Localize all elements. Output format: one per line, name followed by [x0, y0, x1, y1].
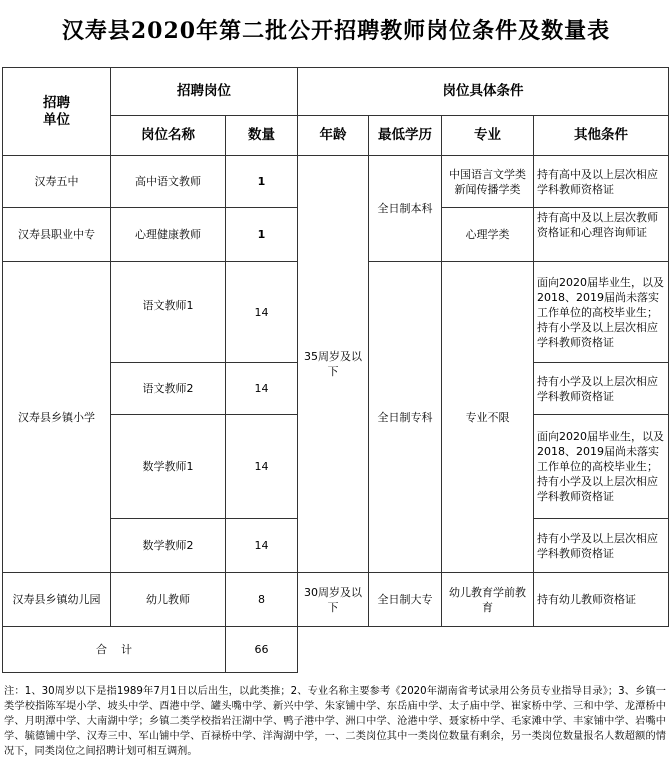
cell-count: 14: [226, 363, 298, 415]
cell-count: 1: [226, 156, 298, 208]
cell-age: 30周岁及以下: [298, 573, 369, 627]
cell-unit: 汉寿五中: [3, 156, 111, 208]
cell-count: 14: [226, 262, 298, 363]
cell-count: 14: [226, 519, 298, 573]
cell-other: 面向2020届毕业生，以及2018、2019届尚未落实工作单位的高校毕业生；持有小学及以上层次相应学科教师资格证: [534, 262, 669, 363]
cell-other: 持有高中及以上层次教师资格证和心理咨询师证: [534, 208, 669, 262]
cell-other: 持有高中及以上层次相应学科教师资格证: [534, 156, 669, 208]
cell-count: 8: [226, 573, 298, 627]
header-position-group: 招聘岗位: [111, 68, 298, 116]
cell-position: 数学教师1: [111, 415, 226, 519]
header-position-name: 岗位名称: [111, 116, 226, 156]
cell-education-merged: 全日制专科: [369, 262, 442, 573]
cell-other: 面向2020届毕业生，以及2018、2019届尚未落实工作单位的高校毕业生；持有小学及以上层次相应学科教师资格证: [534, 415, 669, 519]
cell-position: 高中语文教师: [111, 156, 226, 208]
cell-major: 心理学类: [442, 208, 534, 262]
cell-major: 幼儿教育学前教育: [442, 573, 534, 627]
total-label: 合 计: [3, 627, 226, 673]
cell-position: 心理健康教师: [111, 208, 226, 262]
cell-major: 中国语言文学类新闻传播学类: [442, 156, 534, 208]
header-conditions-group: 岗位具体条件: [298, 68, 669, 116]
cell-count: 1: [226, 208, 298, 262]
cell-unit: 汉寿县职业中专: [3, 208, 111, 262]
cell-unit: 汉寿县乡镇小学: [3, 262, 111, 573]
cell-major-merged: 专业不限: [442, 262, 534, 573]
header-unit: 招聘 单位: [3, 68, 111, 156]
footnote: 注：1、30周岁以下是指1989年7月1日以后出生，以此类推；2、专业名称主要参考《2020年湖南省考试录用公务员专业指导目录》；3、乡镇一类学校指陈军堤小学、坡头中学、酉港中学、罐头嘴中学、新兴中学、朱家铺中学、东岳庙中学、太子庙中学、崔家桥中学、三和中学、龙潭桥中学、月明潭中学、大南湖中学；乡镇二类学校指岩汪湖中学、鸭子港中学、洲口中学、沧港中学、聂家桥中学、毛家滩中学、丰家铺中学、岩嘴中学、毓德铺中学、汉寿三中、军山铺中学、百禄桥中学、洋淘湖中学，一、二类岗位其中一类岗位数量有剩余，另一类岗位数量报名人数超额的情况下，同类岗位之间招聘计划可相互调剂。: [4, 686, 666, 757]
table-row: [3, 573, 669, 627]
page-title: 汉寿县2020年第二批公开招聘教师岗位条件及数量表: [61, 18, 611, 44]
cell-age-merged: 35周岁及以下: [298, 156, 369, 573]
total-row: [3, 627, 669, 673]
cell-position: 幼儿教师: [111, 573, 226, 627]
cell-other: 持有小学及以上层次相应学科教师资格证: [534, 519, 669, 573]
header-count: 数量: [226, 116, 298, 156]
table-row: [3, 156, 669, 208]
recruitment-table: [2, 67, 669, 673]
cell-position: 数学教师2: [111, 519, 226, 573]
cell-education: 全日制大专: [369, 573, 442, 627]
total-empty: [298, 627, 669, 673]
header-other: 其他条件: [534, 116, 669, 156]
cell-other: 持有小学及以上层次相应学科教师资格证: [534, 363, 669, 415]
cell-unit: 汉寿县乡镇幼儿园: [3, 573, 111, 627]
header-age: 年龄: [298, 116, 369, 156]
header-education: 最低学历: [369, 116, 442, 156]
cell-position: 语文教师2: [111, 363, 226, 415]
cell-position: 语文教师1: [111, 262, 226, 363]
cell-count: 14: [226, 415, 298, 519]
cell-education-merged: 全日制本科: [369, 156, 442, 262]
header-major: 专业: [442, 116, 534, 156]
total-count: 66: [226, 627, 298, 673]
cell-other: 持有幼儿教师资格证: [534, 573, 669, 627]
